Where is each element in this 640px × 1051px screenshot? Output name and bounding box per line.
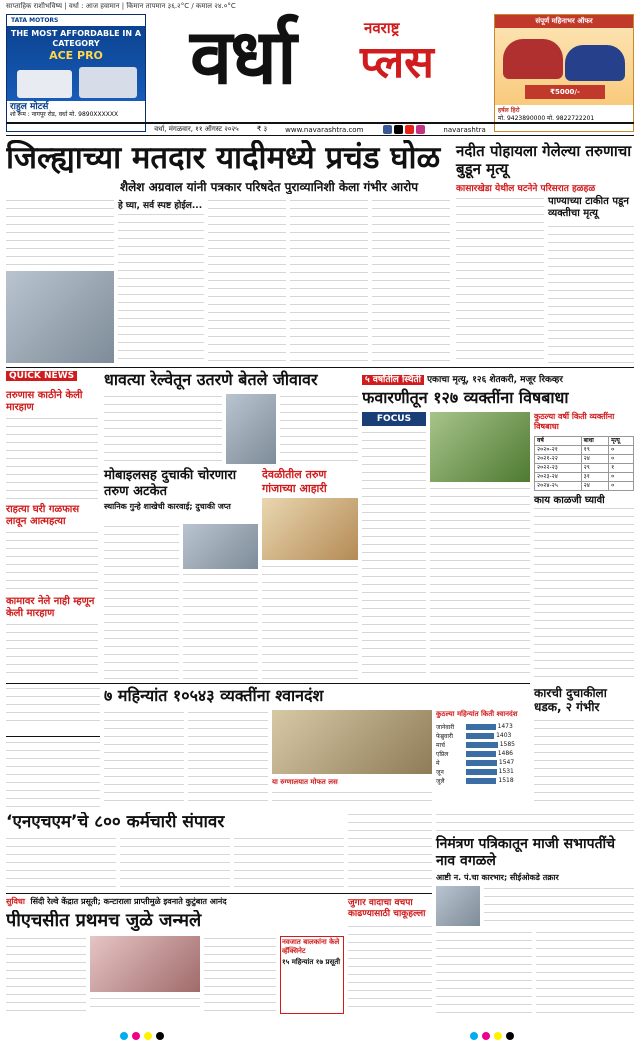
registration-mark — [132, 1032, 140, 1040]
farmer-text-column — [362, 430, 426, 680]
issue-date: वर्धा, मंगळवार, ११ ऑगस्ट २०२५ — [154, 125, 239, 133]
quick-item-text — [6, 530, 98, 592]
masthead-title: वर्धा — [190, 12, 295, 101]
chart-bar — [466, 769, 497, 775]
quick-item-head[interactable]: राहत्या घरी गळफास लावून आत्महत्या — [6, 504, 80, 527]
chart-value-label: 1486 — [497, 750, 513, 757]
dogs-text-column — [188, 710, 268, 808]
instagram-icon[interactable] — [416, 125, 425, 134]
dogs-chart — [436, 710, 530, 808]
farmer-headline2[interactable]: फवारणीतून १२७ व्यक्तींना विषबाधा — [362, 388, 569, 407]
truck-image — [17, 70, 72, 98]
care-head: काय काळजी घ्यावी — [534, 495, 605, 506]
chart-category-label: फेब्रुवारी — [436, 732, 453, 740]
chart-title: कुठल्या महिन्यांत किती श्वानदंश — [436, 710, 518, 718]
chart-value-label: 1531 — [498, 768, 514, 775]
ad-contact: शो रूम : नागपूर रोड, वर्धा मो. 9890XXXXXX — [10, 111, 119, 118]
table-cell: २०२३-२४ — [535, 473, 582, 482]
nhm-text-column — [120, 836, 230, 890]
table-cell: ० — [609, 473, 634, 482]
mobile-text-column — [183, 572, 258, 680]
chart-bar-row — [436, 731, 530, 740]
railfood-kicker: सुविधा — [6, 897, 25, 906]
invite-text-column — [536, 930, 634, 1014]
invite-text-column — [484, 886, 634, 926]
table-cell: २०२१-२२ — [535, 455, 582, 464]
twins-box2: १५ महिन्यांत १७ प्रसूती — [282, 958, 341, 966]
chart-bar — [466, 760, 497, 766]
chart-bar — [466, 742, 498, 748]
quick-item-text — [6, 622, 98, 680]
section-rule — [6, 683, 530, 684]
table-row — [535, 446, 634, 455]
ganja-illustration — [262, 498, 358, 560]
quick-item-head[interactable]: कामावर नेले नाही म्हणून केली मारहाण — [6, 596, 95, 619]
mobile-subhead: स्थानिक गुन्हे शाखेची कारवाई; दुचाकी जप्त — [104, 502, 231, 511]
quick-item-head[interactable]: तरुणास काठीने केली मारहाण — [6, 390, 83, 413]
table-row — [535, 464, 634, 473]
lead-photo — [6, 271, 114, 363]
ad-head: संपूर्ण महिनाभर ऑफर — [495, 15, 633, 28]
chart-bar-row — [436, 740, 530, 749]
farmer-headline[interactable]: एकाचा मृत्यू, १२६ शेतकरी, मजूर रिकव्हर — [427, 375, 563, 385]
hero-ad[interactable] — [494, 14, 634, 132]
farmer-kicker-line — [362, 372, 634, 386]
ad-brand: TATA MOTORS — [7, 15, 145, 26]
chart-bar-row — [436, 758, 530, 767]
facebook-icon[interactable] — [383, 125, 392, 134]
ad-dealer: राहुल मोटर्स — [10, 102, 49, 112]
farmer-table-title: कुठल्या वर्षी किती व्यक्तींना विषबाधा — [534, 412, 615, 431]
chart-value-label: 1518 — [498, 777, 514, 784]
chart-bar-row — [436, 749, 530, 758]
mobile-headline[interactable]: मोबाइलसह दुचाकी चोरणारा तरुण अटकेत — [104, 468, 237, 499]
ganja-headline[interactable]: देवळीतील तरुण गांजाच्या आहारी — [262, 468, 327, 495]
ad-tagline: THE MOST AFFORDABLE IN A CATEGORY — [10, 29, 142, 48]
farmer-table-wrap — [534, 436, 634, 491]
table-row — [535, 455, 634, 464]
railway-text-column — [104, 394, 222, 464]
table-cell: २०२२-२३ — [535, 464, 582, 473]
invite-photo — [436, 886, 480, 926]
dogs-caption: या रुग्णालयात मोफत लस — [272, 778, 338, 786]
tata-ad[interactable] — [6, 14, 146, 132]
table-cell: ३१ — [581, 473, 608, 482]
lead-box-head: हे घ्या, सर्व स्पष्ट होईल... — [118, 201, 203, 211]
bike-image — [565, 45, 625, 81]
river-subhead: कासारखेडा येथील घटनेने परिसरात हळहळ — [456, 184, 596, 194]
chart-bar-row — [436, 722, 530, 731]
river-headline[interactable]: नदीत पोहायला गेलेल्या तरुणाचा बुडून मृत्यू — [456, 142, 632, 178]
twins-text-column — [90, 996, 200, 1014]
ad-model: ACE PRO — [49, 49, 103, 62]
table-row — [535, 482, 634, 491]
chart-value-label: 1547 — [498, 759, 515, 766]
registration-mark — [120, 1032, 128, 1040]
table-header: बाधा — [581, 437, 608, 446]
table-cell: ० — [609, 455, 634, 464]
twins-photo — [90, 936, 200, 992]
gamble-headline[interactable]: जुगार वादाचा वचपा काढण्यासाठी चाकूहल्ला — [348, 898, 426, 919]
care-text-column — [534, 506, 634, 680]
lead-subhead: शैलेश अग्रवाल यांनी पत्रकार परिषदेत पुराव्यानिशी केला गंभीर आरोप — [120, 180, 419, 194]
twins-box — [280, 936, 344, 1014]
chart-bars — [436, 722, 530, 785]
twins-headline[interactable]: पीएचसीत प्रथमच जुळे जन्मले — [6, 910, 202, 931]
quick-news-badge: QUICK NEWS — [6, 371, 77, 381]
ad-dealer: हर्षल हिरो — [498, 107, 520, 114]
quick-news-label — [6, 371, 98, 387]
table-cell: २४ — [581, 482, 608, 491]
dogs-headline[interactable]: ७ महिन्यांत १०५४३ व्यक्तींना श्वानदंश — [104, 686, 324, 705]
table-row — [535, 473, 634, 482]
table-cell: २०२४-२५ — [535, 482, 582, 491]
truck-image — [79, 67, 137, 98]
table-cell: ० — [609, 446, 634, 455]
chart-category-label: जुलै — [436, 777, 445, 785]
railfood-headline[interactable]: सिंदी रेल्वे केंद्रात प्रसूती; कन्टाराला प्राप्तीमुळे इवनाते कुटुंबात आनंद — [30, 897, 227, 906]
ganja-text-column — [262, 564, 358, 680]
masthead — [150, 14, 490, 122]
x-icon[interactable] — [394, 125, 403, 134]
masthead-plus: प्लस — [360, 37, 434, 88]
chart-value-label: 1585 — [499, 741, 515, 748]
table-header: मृत्यू — [609, 437, 634, 446]
accident-text-column — [436, 812, 634, 832]
lead-text-column — [6, 198, 114, 270]
quick-item-text — [6, 416, 98, 500]
ad-offer: ₹5000/- — [525, 85, 605, 99]
farmer-photo — [430, 412, 530, 482]
dogs-text-column — [272, 790, 432, 808]
twins-text-column — [6, 936, 86, 1014]
quick-item-text — [6, 740, 100, 808]
chart-bar — [466, 733, 494, 739]
chart-bar-row — [436, 767, 530, 776]
nhm-headline[interactable]: ‘एनएचएम’चे ८०० कर्मचारी संपावर — [6, 812, 225, 832]
chart-bar — [466, 751, 496, 757]
chart-category-label: मार्च — [436, 741, 445, 749]
accident-text-column — [534, 718, 634, 808]
chart-value-label: 1403 — [496, 732, 512, 739]
chart-category-label: मे — [436, 759, 440, 767]
lead-text-column — [372, 198, 450, 363]
price: ₹ ३ — [256, 125, 268, 133]
chart-category-label: जानेवारी — [436, 723, 455, 731]
table-cell: १ — [609, 464, 634, 473]
registration-mark — [494, 1032, 502, 1040]
registration-mark — [156, 1032, 164, 1040]
railway-photo — [226, 394, 276, 464]
river-text-column — [456, 196, 544, 366]
railway-text-column — [280, 394, 358, 464]
lead-text-column — [290, 198, 368, 363]
table-cell: २९ — [581, 464, 608, 473]
mobile-text-column — [104, 524, 179, 680]
invite-headline[interactable]: निमंत्रण पत्रिकातून माजी सभापतींचे नाव वगळले — [436, 836, 616, 869]
registration-mark — [482, 1032, 490, 1040]
farmer-text-column — [430, 486, 530, 680]
ad-contact: मो. 9423890000 मो. 9822722201 — [498, 115, 595, 122]
chart-bar — [466, 778, 496, 784]
social-handle: navarashtra — [443, 125, 486, 134]
twins-box-head: नवजात बालकांना केले व्हॅक्सिनेट — [282, 938, 340, 955]
section-rule — [6, 893, 432, 894]
nhm-text-column — [234, 836, 344, 890]
chart-category-label: जून — [436, 768, 444, 776]
chart-value-label: 1473 — [497, 723, 513, 730]
farmer-kicker: ५ वर्षांतील स्थिती — [362, 375, 424, 385]
railway-headline[interactable]: धावत्या रेल्वेतून उतरणे बेतले जीवावर — [104, 370, 318, 389]
gamble-text-column — [348, 924, 432, 1014]
nhm-text-column — [6, 836, 116, 890]
youtube-icon[interactable] — [405, 125, 414, 134]
poison-table — [534, 436, 634, 491]
dogs-photo — [272, 710, 432, 774]
table-cell: ० — [609, 482, 634, 491]
quick-item-text — [6, 686, 100, 728]
social-icons — [381, 125, 425, 134]
registration-mark — [144, 1032, 152, 1040]
registration-mark — [506, 1032, 514, 1040]
chart-category-label: एप्रिल — [436, 750, 449, 758]
accident-headline[interactable]: कारची दुचाकीला धडक, २ गंभीर — [534, 686, 607, 714]
focus-badge: FOCUS — [362, 412, 426, 426]
masthead-edition: नवराष्ट्र — [364, 19, 400, 37]
river-text-column — [548, 224, 634, 366]
lead-text-column — [208, 198, 286, 363]
lead-headline[interactable]: जिल्ह्याच्या मतदार यादीमध्ये प्रचंड घोळ — [6, 140, 441, 176]
table-cell: २४ — [581, 455, 608, 464]
bike-image — [503, 39, 563, 79]
section-rule — [6, 736, 100, 737]
chart-bar-row — [436, 776, 530, 785]
dateline — [6, 122, 634, 136]
website-link[interactable]: www.navarashtra.com — [285, 125, 364, 134]
invite-subhead: आष्टी न. पं.चा कारभार; सीईओकडे तक्रार — [436, 873, 559, 882]
chart-bar — [466, 724, 496, 730]
top-info-strip: साप्ताहिक राशीभविष्य | वर्धा : आज हवामान | किमान तापमान ३६.२°C / कमाल २४.०°C — [6, 2, 236, 10]
dogs-text-column — [104, 710, 184, 808]
registration-mark — [470, 1032, 478, 1040]
mobile-photo — [183, 524, 258, 569]
table-cell: २०२०-२१ — [535, 446, 582, 455]
invite-text-column — [436, 930, 532, 1014]
twins-text-column — [204, 936, 276, 1014]
lead-text-column — [118, 212, 204, 363]
dogs-text-column — [348, 812, 432, 892]
section-rule — [6, 367, 634, 368]
table-header: वर्ष — [535, 437, 582, 446]
river-sub2: पाण्याच्या टाकीत पडून व्यक्तीचा मृत्यू — [548, 196, 629, 219]
table-cell: १९ — [581, 446, 608, 455]
